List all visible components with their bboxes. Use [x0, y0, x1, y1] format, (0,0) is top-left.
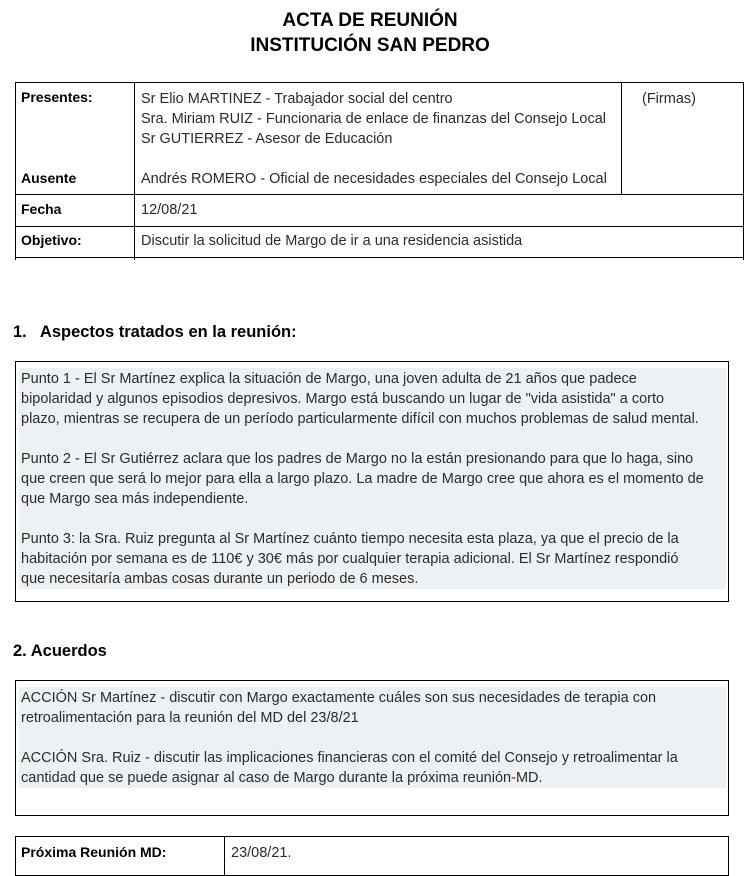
info-table-row-divider [15, 226, 744, 227]
aspectos-line: Punto 1 - El Sr Martínez explica la situación de Margo, una joven adulta de 21 años que padece [21, 371, 637, 387]
acuerdos-line: ACCIÓN Sr Martínez - discutir con Margo exactamente cuáles son sus necesidades de terapia con [21, 690, 657, 706]
acuerdos-last-line-dash: - [511, 770, 516, 786]
acuerdos-line [21, 768, 543, 788]
section-aspectos-heading: 1. Aspectos tratados en la reunión: [13, 323, 297, 341]
aspectos-line: que Margo sea más independiente. [21, 491, 249, 507]
acuerdos-last-line-end: MD. [515, 770, 543, 786]
proxima-reunion-label: Próxima Reunión MD: [21, 844, 167, 860]
firmas-label: (Firmas) [642, 91, 696, 107]
acuerdos-line: retroalimentación para la reunión del MD del 23/8/21 [21, 710, 359, 726]
aspectos-line: bipolaridad y algunos episodios depresivos. Margo está buscando un lugar de "vida asistida" a corto [21, 391, 665, 407]
objetivo-label: Objetivo: [21, 232, 82, 248]
aspectos-line: que creen que será lo mejor para ella a largo plazo. La madre de Margo cree que ahora es el momento de [21, 471, 704, 487]
acuerdos-line: ACCIÓN Sra. Ruiz - discutir las implicaciones financieras con el comité del Consejo y retroalimentar la [21, 750, 678, 766]
presente-item: Sr Elio MARTINEZ - Trabajador social del centro [141, 91, 453, 107]
aspectos-line: plazo, mientras se recupera de un período particularmente difícil con muchos problemas de salud mental. [21, 411, 699, 427]
proxima-col-divider [224, 836, 225, 876]
aspectos-line: que necesitaría ambas cosas durante un periodo de 6 meses. [21, 571, 419, 587]
presente-item: Sr GUTIERREZ - Asesor de Educación [141, 131, 393, 147]
acuerdos-last-line-start: cantidad que se puede asignar al caso de Margo durante la próxima reunión [21, 770, 512, 786]
presentes-label: Presentes: [21, 89, 93, 105]
section-acuerdos-heading: 2. Acuerdos [13, 642, 107, 660]
ausente-label: Ausente [21, 170, 77, 186]
fecha-value: 12/08/21 [141, 202, 198, 218]
ausente-value: Andrés ROMERO - Oficial de necesidades especiales del Consejo Local [141, 171, 607, 187]
objetivo-value: Discutir la solicitud de Margo de ir a una residencia asistida [141, 233, 523, 249]
aspectos-line: habitación por semana es de 110€ y 30€ más por cualquier terapia adicional. El Sr Martínez respondió [21, 551, 679, 567]
proxima-reunion-value: 23/08/21. [231, 845, 292, 861]
fecha-label: Fecha [21, 201, 62, 217]
presente-item: Sra. Miriam RUIZ - Funcionaria de enlace de finanzas del Consejo Local [141, 111, 607, 127]
info-table-row-divider [15, 257, 744, 258]
info-table-signature-divider [621, 82, 622, 194]
info-table-row-divider [15, 194, 744, 195]
aspectos-line: Punto 3: la Sra. Ruiz pregunta al Sr Martínez cuánto tiempo necesita esta plaza, ya que el precio de la [21, 531, 679, 547]
document-title-line2: INSTITUCIÓN SAN PEDRO [250, 35, 490, 56]
document-title-line1: ACTA DE REUNIÓN [282, 10, 458, 31]
info-table-col-divider [134, 82, 135, 260]
aspectos-line: Punto 2 - El Sr Gutiérrez aclara que los padres de Margo no la están presionando para que lo haga, sino [21, 451, 694, 467]
